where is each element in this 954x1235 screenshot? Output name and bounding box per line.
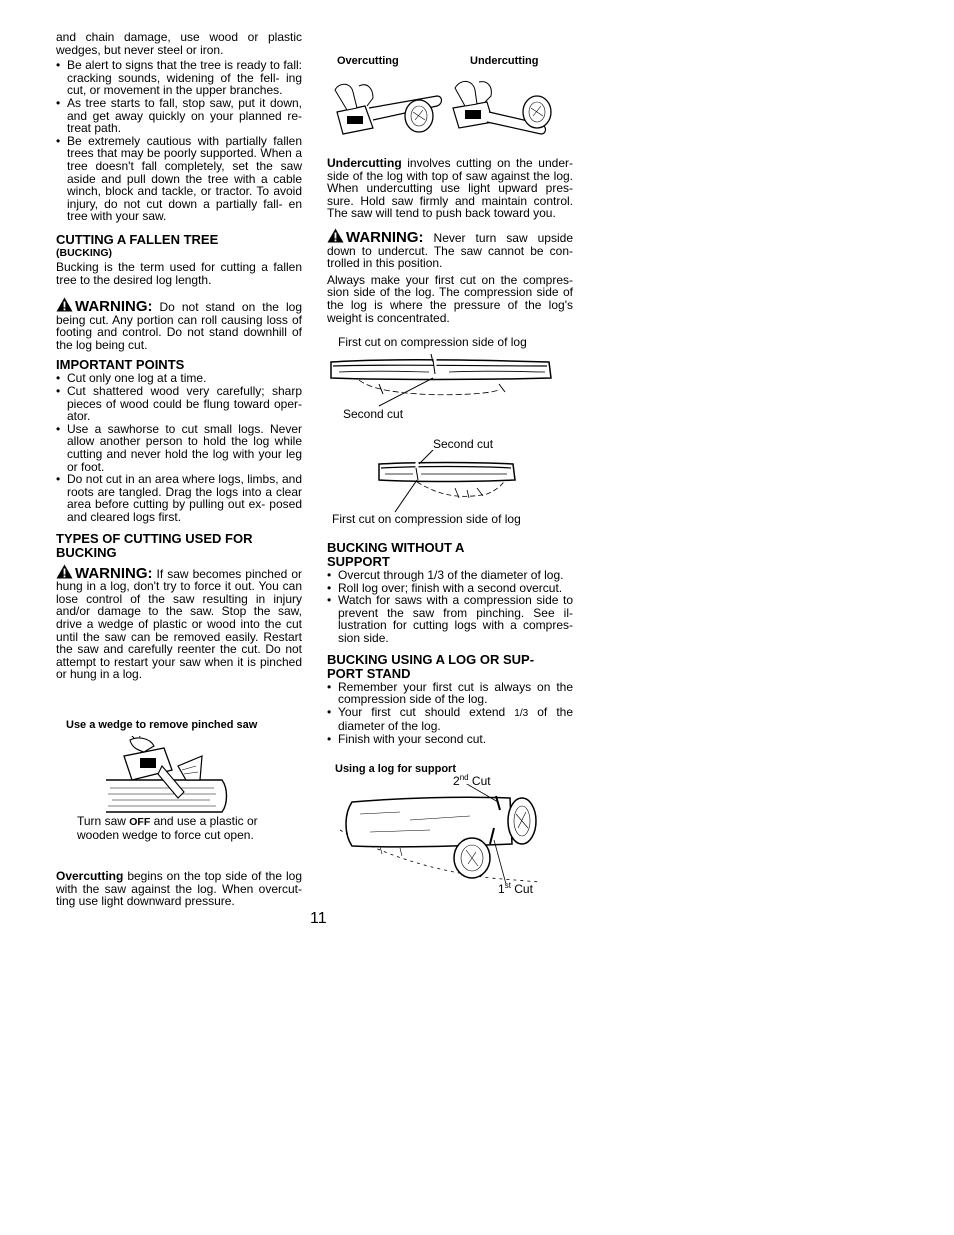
- cut-number: 2: [453, 774, 460, 788]
- cut-word: Cut: [468, 774, 491, 788]
- intro-text: and chain damage, use wood or plastic wedges, but never steel or iron.: [56, 30, 302, 57]
- no-support-bullet-list: [327, 569, 573, 645]
- cut-ordinal-suffix: st: [504, 881, 511, 890]
- list-item: • Remember your first cut is always on the compression side of the log.: [327, 681, 573, 706]
- undercutting-paragraph: [327, 157, 573, 220]
- wedge-note-text: and use a plastic or wooden wedge to force cut open.: [77, 814, 258, 842]
- cut-word: Cut: [510, 882, 533, 896]
- section-heading-bucking-without-support: BUCKING WITHOUT A SUPPORT: [327, 540, 464, 569]
- warning-label: WARNING:: [75, 564, 153, 582]
- wedge-note-text: Turn saw: [77, 814, 130, 828]
- support-bullet-list: [327, 681, 573, 746]
- section-heading-cutting-fallen-tree: CUTTING A FALLEN TREE: [56, 231, 219, 247]
- warning-block-2: [56, 564, 302, 681]
- overcutting-paragraph: [56, 870, 302, 908]
- fig2-label-second-cut: Second cut: [433, 437, 494, 451]
- wedge-saw-illustration: [104, 736, 228, 816]
- compression-side-paragraph: Always make your first cut on the compres- sion side of the log. The compression side of the log is where the pressure of the log's weight is concentrated.: [327, 272, 573, 325]
- list-item: • Use a sawhorse to cut small logs. Never allow another person to hold the log while cutting and never hold the log with your leg or foot.: [56, 423, 302, 473]
- list-item: • Roll log over; finish with a second overcut.: [327, 582, 573, 595]
- overcutting-undercutting-illustration: [329, 72, 557, 142]
- list-item: • Overcut through 1/3 of the diameter of log.: [327, 569, 573, 582]
- fig-label-overcutting: Overcutting: [337, 55, 399, 67]
- list-item: • Be extremely cautious with partially fallen trees that may be poorly supported. When a tree doesn't fall completely, set the saw aside and pull down the tree with a cable winch, block and tackle, or tractor. To avoid injury, do not cut down a partially fall- en tree with your saw.: [56, 135, 302, 223]
- wedge-figure-caption: Use a wedge to remove pinched saw: [66, 719, 258, 731]
- warning-block-3: [327, 228, 573, 270]
- right-column-text-1: [327, 157, 573, 324]
- warning-block-1: [56, 297, 302, 351]
- felling-bullet-list: [56, 59, 302, 223]
- warning-label: WARNING:: [75, 298, 153, 316]
- warning-text: Never turn saw upside down to undercut. The saw cannot be con- trolled in this position.: [327, 230, 573, 271]
- compression-log-illustration-1: [329, 350, 553, 410]
- cut-ordinal-suffix: nd: [459, 773, 469, 782]
- fig-label-undercutting: Undercutting: [470, 55, 539, 67]
- label-first-cut: [498, 881, 533, 896]
- list-item-text: Your first cut should extend: [338, 704, 515, 719]
- important-bullet-list: [56, 372, 302, 523]
- bucking-definition: Bucking is the term used for cutting a fallen tree to the desired log length.: [56, 259, 302, 287]
- list-item: • Do not cut in an area where logs, limbs, and roots are tangled. Drag the logs into a clear area before cutting by pulling out ex- posed and cleared logs first.: [56, 473, 302, 523]
- left-column: [56, 31, 302, 681]
- fig1-label-first-cut: First cut on compression side of log: [338, 335, 527, 349]
- undercutting-term: Undercutting: [327, 156, 402, 170]
- page-number: 11: [310, 910, 327, 927]
- right-column-text-2: [327, 541, 573, 746]
- list-item: [327, 706, 573, 733]
- list-item: • As tree starts to fall, stop saw, put it down, and get away quickly on your planned re- treat path.: [56, 97, 302, 135]
- undercutting-text: involves cutting on the under- side of the log with top of saw against the log. When undercutting use light upward pres- sure. Hold saw firmly and maintain control. The saw will tend to push back toward you.: [327, 156, 573, 221]
- list-item: • Watch for saws with a compression side to prevent the saw from pinching. See il- lustration for cutting logs with a compres- sion side.: [327, 594, 573, 644]
- section-subheading-bucking: (BUCKING): [56, 246, 112, 259]
- warning-triangle-icon: [327, 228, 344, 243]
- list-item-text: of the diameter of the log.: [338, 704, 573, 734]
- warning-label: WARNING:: [346, 228, 424, 246]
- section-heading-bucking-using-log: BUCKING USING A LOG OR SUP- PORT STAND: [327, 651, 535, 681]
- list-item: • Cut shattered wood very carefully; sharp pieces of wood could be flung toward oper- ator.: [56, 385, 302, 423]
- support-log-illustration: [340, 784, 545, 886]
- wedge-note: [77, 815, 287, 841]
- list-item: • Finish with your second cut.: [327, 733, 573, 746]
- overcutting-term: Overcutting: [56, 869, 124, 883]
- support-figure-caption: Using a log for support: [335, 763, 456, 775]
- fig2-label-first-cut: First cut on compression side of log: [332, 512, 521, 526]
- warning-triangle-icon: [56, 297, 73, 312]
- cut-number: 1: [498, 882, 505, 896]
- warning-triangle-icon: [56, 564, 73, 579]
- compression-log-illustration-2: [377, 450, 517, 514]
- list-item: • Be alert to signs that the tree is ready to fall: cracking sounds, widening of the fell- ing cut, or movement in the upper branches.: [56, 59, 302, 97]
- section-heading-types-of-cutting: TYPES OF CUTTING USED FOR BUCKING: [56, 530, 253, 560]
- list-item: • Cut only one log at a time.: [56, 372, 302, 385]
- fraction-text: 1/3: [514, 707, 529, 719]
- section-heading-important-points: IMPORTANT POINTS: [56, 357, 185, 373]
- wedge-note-off: OFF: [129, 816, 151, 828]
- warning-text: Do not stand on the log being cut. Any portion can roll causing loss of footing and control. Do not stand downhill of the log being cut.: [56, 300, 302, 352]
- fig1-label-second-cut: Second cut: [343, 407, 404, 421]
- overcutting-text: begins on the top side of the log with the saw against the log. When overcut- ting use light downward pressure.: [56, 869, 302, 909]
- warning-text: If saw becomes pinched or hung in a log, don't try to force it out. You can lose control of the saw resulting in injury and/or damage to the saw. Stop the saw, drive a wedge of plastic or wood into the cut until the saw can be removed easily. Restart the saw and carefully reenter the cut. Do not attempt to restart your saw when it is pinched or hung in a log.: [56, 566, 302, 682]
